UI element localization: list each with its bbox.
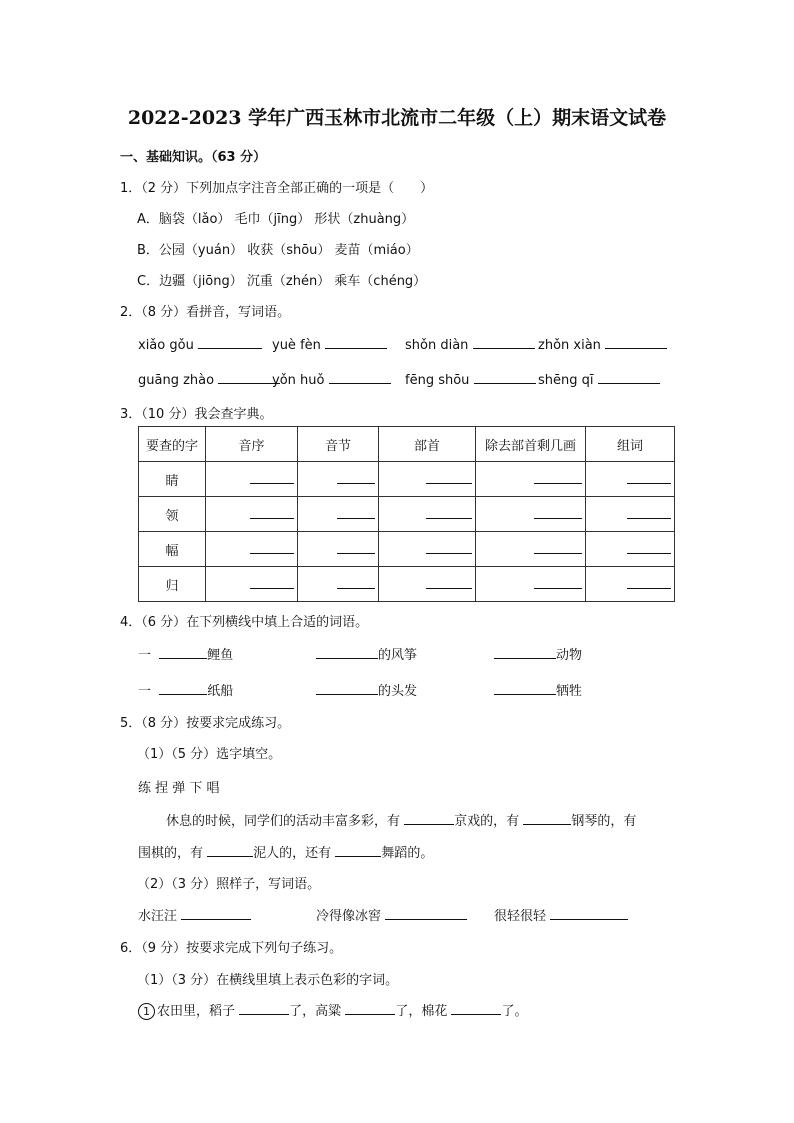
table-char: 领 — [139, 497, 206, 532]
answer-blank[interactable] — [426, 541, 472, 554]
answer-blank[interactable] — [250, 541, 294, 554]
answer-blank[interactable] — [534, 506, 582, 519]
pinyin-label: shēng qī — [538, 373, 594, 388]
answer-blank[interactable] — [159, 682, 207, 695]
table-header: 组词 — [586, 427, 675, 462]
answer-blank[interactable] — [534, 471, 582, 484]
question-5-sub1: （1）（5 分）选字填空。 — [137, 747, 282, 762]
answer-blank[interactable] — [239, 1002, 289, 1015]
answer-blank[interactable] — [335, 844, 381, 857]
answer-blank[interactable] — [451, 1002, 501, 1015]
pinyin-item — [138, 371, 280, 388]
answer-blank[interactable] — [627, 506, 671, 519]
table-char: 幅 — [139, 532, 206, 567]
pinyin-label: fēng shōu — [405, 373, 470, 388]
answer-blank[interactable] — [207, 844, 253, 857]
question-1-option-c[interactable]: C．边疆（jiōng） 沉重（zhén） 乘车（chéng） — [137, 274, 427, 289]
pinyin-item — [405, 336, 535, 353]
table-header: 除去部首剩几画 — [476, 427, 586, 462]
answer-blank[interactable] — [627, 541, 671, 554]
measure-word: 一 — [138, 648, 152, 663]
answer-blank[interactable] — [523, 812, 571, 825]
answer-blank[interactable] — [474, 371, 536, 384]
fill-item — [138, 680, 233, 699]
pinyin-item — [538, 371, 660, 388]
table-row — [139, 497, 675, 532]
text-segment: 了，高粱 — [289, 1004, 342, 1019]
table-header: 音节 — [298, 427, 379, 462]
answer-blank[interactable] — [426, 576, 472, 589]
example-word: 水汪汪 — [138, 909, 178, 924]
answer-blank[interactable] — [159, 646, 207, 659]
text-segment: 围棋的，有 — [138, 846, 204, 861]
table-row — [139, 462, 675, 497]
page-title: 2022-2023 学年广西玉林市北流市二年级（上）期末语文试卷 — [127, 107, 667, 129]
table-header: 要查的字 — [139, 427, 206, 462]
pinyin-label: yǒn huǒ — [272, 373, 325, 388]
answer-blank[interactable] — [198, 336, 262, 349]
table-header: 音序 — [206, 427, 298, 462]
fill-item — [138, 644, 233, 663]
section-heading: 一、基础知识。（63 分） — [120, 150, 267, 165]
answer-blank[interactable] — [337, 506, 375, 519]
table-row — [139, 532, 675, 567]
answer-blank[interactable] — [605, 336, 667, 349]
pinyin-item — [272, 336, 387, 353]
answer-blank[interactable] — [598, 371, 660, 384]
answer-blank[interactable] — [426, 506, 472, 519]
paragraph-line — [166, 810, 636, 829]
question-5-sub2: （2）（3 分）照样子，写词语。 — [137, 877, 321, 892]
pinyin-item — [272, 371, 391, 388]
question-3-stem: 3．（10 分）我会查字典。 — [120, 407, 273, 422]
table-header: 部首 — [379, 427, 476, 462]
question-6-sub1: （1）（3 分）在横线里填上表示色彩的字词。 — [137, 973, 399, 988]
measure-word: 一 — [138, 684, 152, 699]
fill-word: 牺牲 — [556, 684, 583, 699]
pinyin-label: xiǎo gǒu — [138, 338, 194, 353]
example-item — [316, 905, 467, 924]
pinyin-item — [538, 336, 667, 353]
example-word: 冷得像冰窖 — [316, 909, 382, 924]
answer-blank[interactable] — [404, 812, 454, 825]
table-row — [139, 567, 675, 602]
text-segment: 了。 — [501, 1004, 528, 1019]
answer-blank[interactable] — [494, 682, 556, 695]
fill-word: 的风筝 — [378, 648, 418, 663]
pinyin-label: yuè fèn — [272, 338, 321, 353]
text-segment: 农田里，稻子 — [157, 1004, 236, 1019]
text-segment: 京戏的，有 — [454, 814, 520, 829]
sentence-line — [138, 1000, 527, 1020]
answer-blank[interactable] — [385, 907, 467, 920]
table-char: 睛 — [139, 462, 206, 497]
text-segment: 钢琴的，有 — [571, 814, 637, 829]
example-item — [138, 905, 251, 924]
answer-blank[interactable] — [329, 371, 391, 384]
example-item — [494, 905, 628, 924]
question-1-option-a[interactable]: A．脑袋（lǎo） 毛巾（jīng） 形状（zhuàng） — [137, 212, 415, 227]
answer-blank[interactable] — [181, 907, 251, 920]
fill-word: 的头发 — [378, 684, 418, 699]
char-choices: 练 捏 弹 下 唱 — [138, 781, 220, 796]
answer-blank[interactable] — [534, 576, 582, 589]
example-word: 很轻很轻 — [494, 909, 547, 924]
answer-blank[interactable] — [316, 682, 378, 695]
answer-blank[interactable] — [494, 646, 556, 659]
fill-item — [494, 680, 582, 699]
dictionary-table — [138, 426, 675, 602]
question-1-stem: 1．（2 分）下列加点字注音全部正确的一项是（ ） — [120, 181, 434, 196]
text-segment: 休息的时候，同学们的活动丰富多彩，有 — [166, 814, 401, 829]
answer-blank[interactable] — [316, 646, 378, 659]
answer-blank[interactable] — [250, 576, 294, 589]
question-5-stem: 5．（8 分）按要求完成练习。 — [120, 716, 291, 731]
fill-item — [316, 644, 417, 663]
question-1-option-b[interactable]: B．公园（yuán） 收获（shōu） 麦苗（miáo） — [137, 243, 419, 258]
question-2-stem: 2．（8 分）看拼音，写词语。 — [120, 305, 291, 320]
pinyin-label: zhǒn xiàn — [538, 338, 601, 353]
pinyin-item — [138, 336, 262, 353]
paragraph-line — [138, 842, 433, 861]
question-4-stem: 4．（6 分）在下列横线中填上合适的词语。 — [120, 615, 369, 630]
circled-number: 1 — [138, 1003, 155, 1020]
answer-blank[interactable] — [627, 576, 671, 589]
text-segment: 了，棉花 — [395, 1004, 448, 1019]
answer-blank[interactable] — [473, 336, 535, 349]
text-segment: 舞蹈的。 — [381, 846, 434, 861]
fill-item — [494, 644, 582, 663]
answer-blank[interactable] — [426, 471, 472, 484]
answer-blank[interactable] — [345, 1002, 395, 1015]
answer-blank[interactable] — [627, 471, 671, 484]
answer-blank[interactable] — [534, 541, 582, 554]
answer-blank[interactable] — [337, 541, 375, 554]
answer-blank[interactable] — [337, 576, 375, 589]
answer-blank[interactable] — [250, 506, 294, 519]
answer-blank[interactable] — [250, 471, 294, 484]
text-segment: 泥人的，还有 — [253, 846, 332, 861]
pinyin-label: shǒn diàn — [405, 338, 469, 353]
pinyin-label: guāng zhào — [138, 373, 215, 388]
fill-word: 动物 — [556, 648, 583, 663]
fill-item — [316, 680, 417, 699]
answer-blank[interactable] — [218, 371, 280, 384]
answer-blank[interactable] — [325, 336, 387, 349]
table-header-row — [139, 427, 675, 462]
answer-blank[interactable] — [550, 907, 628, 920]
table-char: 归 — [139, 567, 206, 602]
pinyin-item — [405, 371, 536, 388]
fill-word: 鲤鱼 — [207, 648, 234, 663]
question-6-stem: 6．（9 分）按要求完成下列句子练习。 — [120, 941, 343, 956]
fill-word: 纸船 — [207, 684, 234, 699]
answer-blank[interactable] — [337, 471, 375, 484]
